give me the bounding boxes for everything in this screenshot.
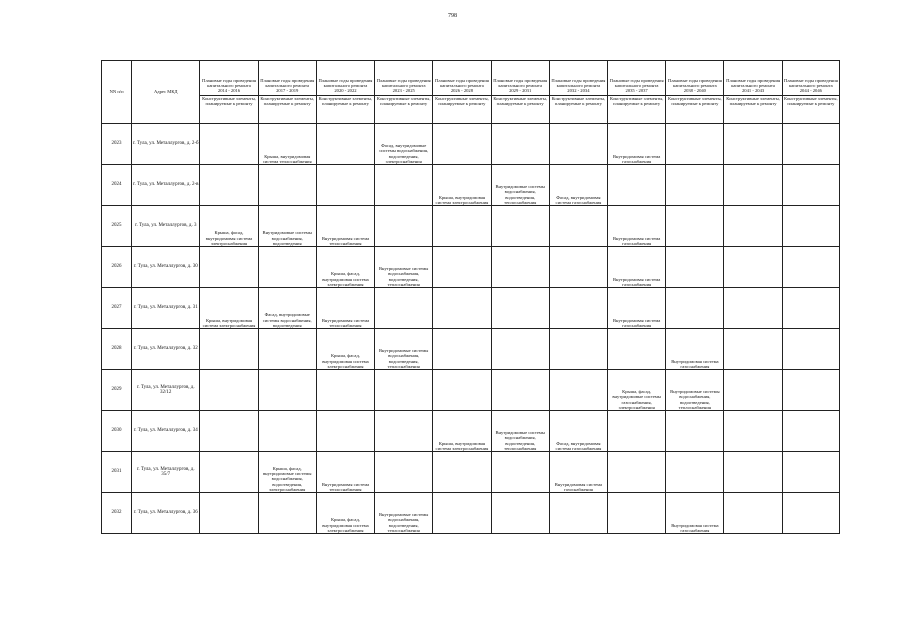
repair-elements-cell — [433, 493, 491, 534]
repair-elements-cell — [200, 124, 258, 165]
repair-elements-cell — [200, 329, 258, 370]
repair-elements-cell: Внутридомовые системы водоснабжения, водоотведения, теплоснабжения — [375, 493, 433, 534]
repair-elements-cell: Внутридомовые системы водоснабжения, водоотведения — [258, 206, 316, 247]
row-number: 2031 — [102, 452, 132, 493]
repair-elements-cell: Крыша, фасад, внутридомовые системы газоснабжения, электроснабжения — [608, 370, 666, 411]
row-address: г. Тула, ул. Металлургов, д. 32 — [132, 329, 200, 370]
table-row — [102, 288, 840, 329]
repair-elements-cell — [724, 452, 782, 493]
elements-label: Конструктивные элементы, планируемые к ремонту — [376, 95, 431, 106]
repair-elements-cell — [433, 329, 491, 370]
page-number: 798 — [448, 13, 457, 19]
repair-elements-cell — [200, 247, 258, 288]
repair-elements-cell: Крыша, фасад, внутридомовая система электроснабжения — [316, 247, 374, 288]
repair-elements-cell: Внутридомовые системы водоснабжения, водоотведения, теплоснабжения — [375, 247, 433, 288]
header-period — [200, 61, 258, 124]
period-label: Плановые годы проведения капитального ремонта — [493, 77, 548, 89]
elements-label: Конструктивные элементы, планируемые к ремонту — [726, 95, 780, 106]
header-period — [666, 61, 724, 124]
repair-elements-cell — [549, 493, 607, 534]
header-num: NN п/п — [102, 61, 132, 124]
elements-label: Конструктивные элементы, планируемые к ремонту — [551, 95, 606, 106]
repair-elements-cell — [666, 165, 724, 206]
repair-elements-cell — [782, 370, 839, 411]
elements-label: Конструктивные элементы, планируемые к ремонту — [260, 95, 315, 106]
repair-elements-cell: Внутридомовая система газоснабжения — [666, 329, 724, 370]
repair-elements-cell — [491, 288, 549, 329]
repair-elements-cell — [666, 247, 724, 288]
repair-elements-cell — [666, 411, 724, 452]
period-years: 2029 - 2031 — [509, 88, 532, 94]
repair-elements-cell — [375, 288, 433, 329]
repair-elements-cell — [433, 247, 491, 288]
repair-elements-cell: Крыша, внутридомовая система электроснабжения — [200, 288, 258, 329]
period-years: 2020 - 2022 — [334, 88, 357, 94]
repair-elements-cell — [724, 165, 782, 206]
repair-elements-cell: Крыша, внутридомовая система электроснабжения — [433, 165, 491, 206]
period-years: 2041 - 2043 — [742, 88, 765, 94]
repair-elements-cell: Крыша, фасад, внутридомовая система электроснабжения — [316, 493, 374, 534]
repair-elements-cell — [200, 452, 258, 493]
repair-elements-cell — [549, 288, 607, 329]
header-period — [549, 61, 607, 124]
elements-label: Конструктивные элементы, планируемые к ремонту — [668, 95, 722, 106]
period-years: 2035 - 2037 — [625, 88, 648, 94]
table-row — [102, 370, 840, 411]
elements-label: Конструктивные элементы, планируемые к ремонту — [609, 95, 664, 106]
repair-elements-cell — [375, 452, 433, 493]
header-address: Адрес МКД — [132, 61, 200, 124]
repair-elements-cell — [608, 452, 666, 493]
table-row — [102, 247, 840, 288]
period-label: Плановые годы проведения капитального ремонта — [726, 77, 781, 89]
row-number: 2025 — [102, 206, 132, 247]
repair-elements-cell — [782, 329, 839, 370]
repair-elements-cell: Внутридомовая система газоснабжения — [608, 247, 666, 288]
repair-elements-cell: Внутридомовая система теплоснабжения — [316, 288, 374, 329]
repair-elements-cell — [316, 411, 374, 452]
repair-elements-cell — [549, 247, 607, 288]
repair-elements-cell — [200, 165, 258, 206]
elements-label: Конструктивные элементы, планируемые к ремонту — [202, 95, 256, 106]
elements-label: Конструктивные элементы, планируемые к ремонту — [435, 95, 489, 106]
repair-elements-cell — [375, 411, 433, 452]
period-years: 2023 - 2025 — [392, 88, 415, 94]
row-number: 2032 — [102, 493, 132, 534]
header-period — [375, 61, 433, 124]
repair-schedule-table-wrapper — [101, 60, 840, 534]
period-years: 2044 - 2046 — [799, 88, 822, 94]
repair-elements-cell — [782, 206, 839, 247]
period-label: Плановые годы проведения капитального ремонта — [783, 77, 838, 89]
repair-elements-cell: Внутридомовая система теплоснабжения — [316, 206, 374, 247]
repair-elements-cell: Внутридомовая система газоснабжения — [608, 206, 666, 247]
repair-elements-cell — [782, 288, 839, 329]
header-period — [316, 61, 374, 124]
repair-elements-cell — [549, 206, 607, 247]
repair-elements-cell — [608, 329, 666, 370]
row-address: г. Тула, ул. Металлургов, д. 2-б — [132, 124, 200, 165]
period-label: Плановые годы проведения капитального ремонта — [551, 77, 606, 89]
repair-elements-cell — [549, 329, 607, 370]
repair-elements-cell — [258, 370, 316, 411]
period-years: 2038 - 2040 — [683, 88, 706, 94]
repair-elements-cell — [724, 124, 782, 165]
repair-elements-cell: Внутридомовые системы водоснабжения, водоотведения, теплоснабжения — [491, 411, 549, 452]
repair-elements-cell — [782, 247, 839, 288]
repair-elements-cell — [491, 247, 549, 288]
row-address: г. Тула, ул. Металлургов, д. 34 — [132, 411, 200, 452]
header-period — [782, 61, 839, 124]
repair-elements-cell — [782, 124, 839, 165]
repair-elements-cell — [433, 288, 491, 329]
repair-elements-cell: Фасад, внутридомовые системы водоснабжения, водоотведения, электроснабжения — [375, 124, 433, 165]
period-label: Плановые годы проведения капитального ремонта — [376, 77, 431, 89]
repair-elements-cell: Крыша, фасад, внутридомовые системы водоснабжения, водоотведения, электроснабжения — [258, 452, 316, 493]
table-row — [102, 124, 840, 165]
period-label: Плановые годы проведения капитального ремонта — [609, 77, 664, 89]
elements-label: Конструктивные элементы, планируемые к ремонту — [318, 95, 373, 106]
repair-elements-cell: Фасад, внутридомовая система газоснабжения — [549, 165, 607, 206]
repair-elements-cell — [724, 329, 782, 370]
period-label: Плановые годы проведения капитального ремонта — [667, 77, 722, 89]
repair-schedule-table — [101, 60, 840, 534]
repair-elements-cell: Внутридомовые системы водоснабжения, водоотведения, теплоснабжения — [491, 165, 549, 206]
repair-elements-cell — [316, 165, 374, 206]
repair-elements-cell — [258, 165, 316, 206]
repair-elements-cell — [258, 247, 316, 288]
repair-elements-cell — [316, 124, 374, 165]
period-label: Плановые годы проведения капитального ремонта — [434, 77, 489, 89]
repair-elements-cell — [491, 452, 549, 493]
repair-elements-cell — [258, 411, 316, 452]
repair-elements-cell — [316, 370, 374, 411]
table-row — [102, 165, 840, 206]
repair-elements-cell: Крыша, внутридомовая система теплоснабжения — [258, 124, 316, 165]
repair-elements-cell — [433, 370, 491, 411]
repair-elements-cell — [724, 247, 782, 288]
repair-elements-cell: Внутридомовая система газоснабжения — [608, 288, 666, 329]
repair-elements-cell — [491, 370, 549, 411]
row-address: г. Тула, ул. Металлургов, д. 2-в — [132, 165, 200, 206]
period-years: 2017 - 2019 — [276, 88, 299, 94]
repair-elements-cell — [724, 288, 782, 329]
repair-elements-cell — [375, 370, 433, 411]
repair-elements-cell: Фасад, внутридомовые системы водоснабжения, водоотведения — [258, 288, 316, 329]
table-row — [102, 493, 840, 534]
repair-elements-cell — [782, 411, 839, 452]
repair-elements-cell: Крыша, фасад, внутридомовая система электроснабжения — [200, 206, 258, 247]
repair-elements-cell — [782, 452, 839, 493]
period-years: 2014 - 2016 — [217, 88, 241, 94]
header-period — [608, 61, 666, 124]
repair-elements-cell: Внутридомовая система газоснабжения — [666, 493, 724, 534]
table-row — [102, 411, 840, 452]
repair-elements-cell — [200, 411, 258, 452]
header-period — [491, 61, 549, 124]
row-number: 2026 — [102, 247, 132, 288]
elements-label: Конструктивные элементы, планируемые к ремонту — [493, 95, 547, 106]
table-row — [102, 329, 840, 370]
repair-elements-cell: Внутридомовая система теплоснабжения — [316, 452, 374, 493]
repair-elements-cell — [782, 165, 839, 206]
header-period — [724, 61, 782, 124]
repair-elements-cell — [666, 124, 724, 165]
repair-elements-cell: Фасад, внутридомовая система газоснабжения — [549, 411, 607, 452]
row-number: 2024 — [102, 165, 132, 206]
repair-elements-cell — [433, 124, 491, 165]
row-number: 2030 — [102, 411, 132, 452]
table-body — [102, 124, 840, 534]
repair-elements-cell — [433, 206, 491, 247]
row-number: 2029 — [102, 370, 132, 411]
elements-label: Конструктивные элементы, планируемые к ремонту — [784, 95, 838, 106]
row-number: 2028 — [102, 329, 132, 370]
header-period — [433, 61, 491, 124]
repair-elements-cell — [666, 288, 724, 329]
header-period — [258, 61, 316, 124]
row-address: г. Тула, ул. Металлургов, д. 32/12 — [132, 370, 200, 411]
repair-elements-cell: Внутридомовые системы водоснабжения, водоотведения, теплоснабжения — [375, 329, 433, 370]
repair-elements-cell — [375, 206, 433, 247]
row-number: 2023 — [102, 124, 132, 165]
row-address: г. Тула, ул. Металлургов, д. 30 — [132, 247, 200, 288]
repair-elements-cell — [491, 206, 549, 247]
table-row — [102, 206, 840, 247]
period-label: Плановые годы проведения капитального ремонта — [202, 77, 256, 89]
repair-elements-cell — [724, 206, 782, 247]
repair-elements-cell — [549, 370, 607, 411]
row-address: г. Тула, ул. Металлургов, д. 35/7 — [132, 452, 200, 493]
repair-elements-cell — [608, 165, 666, 206]
row-address: г. Тула, ул. Металлургов, д. 3 — [132, 206, 200, 247]
repair-elements-cell — [608, 411, 666, 452]
repair-elements-cell: Внутридомовая система газоснабжения — [549, 452, 607, 493]
repair-elements-cell — [724, 411, 782, 452]
table-row — [102, 452, 840, 493]
repair-elements-cell — [724, 493, 782, 534]
repair-elements-cell — [666, 206, 724, 247]
repair-elements-cell — [724, 370, 782, 411]
repair-elements-cell — [258, 329, 316, 370]
repair-elements-cell — [433, 452, 491, 493]
row-address: г. Тула, ул. Металлургов, д. 31 — [132, 288, 200, 329]
period-years: 2026 - 2028 — [450, 88, 474, 94]
table-header-row — [102, 61, 840, 124]
repair-elements-cell: Внутридомовые системы водоснабжения, водоотведения, теплоснабжения — [666, 370, 724, 411]
repair-elements-cell — [200, 370, 258, 411]
period-label: Плановые годы проведения капитального ремонта — [260, 77, 315, 89]
repair-elements-cell — [608, 493, 666, 534]
row-address: г. Тула, ул. Металлургов, д. 36 — [132, 493, 200, 534]
repair-elements-cell — [549, 124, 607, 165]
repair-elements-cell — [491, 124, 549, 165]
repair-elements-cell: Внутридомовая система газоснабжения — [608, 124, 666, 165]
repair-elements-cell — [200, 493, 258, 534]
repair-elements-cell — [375, 165, 433, 206]
period-years: 2032 - 2034 — [567, 88, 590, 94]
repair-elements-cell — [258, 493, 316, 534]
repair-elements-cell — [782, 493, 839, 534]
repair-elements-cell: Крыша, внутридомовая система электроснабжения — [433, 411, 491, 452]
repair-elements-cell: Крыша, фасад, внутридомовая система электроснабжения — [316, 329, 374, 370]
row-number: 2027 — [102, 288, 132, 329]
period-label: Плановые годы проведения капитального ремонта — [318, 77, 373, 89]
repair-elements-cell — [666, 452, 724, 493]
repair-elements-cell — [491, 493, 549, 534]
repair-elements-cell — [491, 329, 549, 370]
